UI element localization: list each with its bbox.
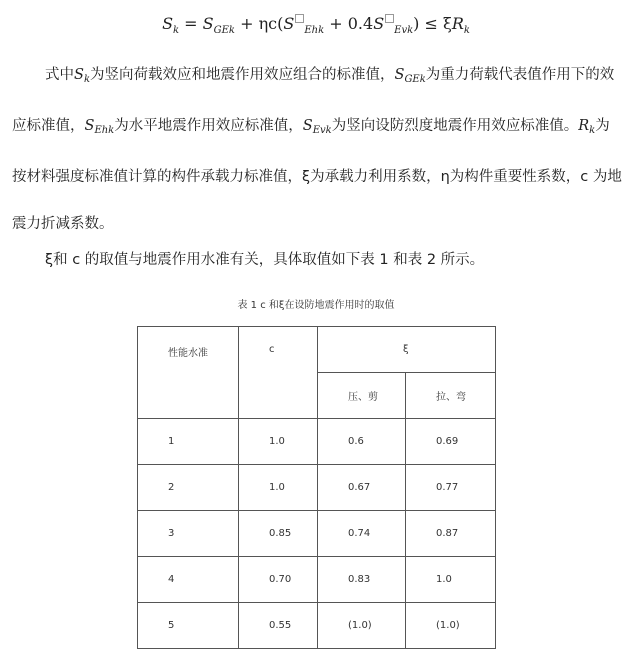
cell-compress: (1.0) (318, 603, 406, 649)
formula-mid2: + 0.4 (324, 14, 374, 33)
placeholder-box-icon (385, 14, 394, 23)
symbol-letter: S (84, 118, 95, 134)
symbol-sub: GEk (404, 74, 426, 85)
formula-lhs: S (162, 14, 174, 33)
formula-eq: = (179, 14, 203, 33)
cell-level: 4 (138, 557, 239, 603)
symbol-letter: S (74, 67, 84, 83)
header-xi: ξ (318, 327, 496, 373)
symbol-letter: R (578, 118, 590, 134)
formula-term2: S (283, 14, 295, 33)
formula-tail: ) ≤ ξ (413, 14, 452, 33)
symbol-sevk (303, 118, 332, 134)
cell-c: 1.0 (239, 465, 318, 511)
design-formula (0, 14, 632, 36)
formula-lhs-sub: k (173, 25, 180, 36)
cell-tension: 1.0 (406, 557, 496, 603)
cell-tension: 0.69 (406, 419, 496, 465)
coefficient-table (137, 326, 496, 649)
symbol-sgek (395, 67, 426, 83)
symbol-sub: Evk (312, 125, 332, 136)
cell-c: 0.70 (239, 557, 318, 603)
table-caption: 表 1 c 和ξ在设防地震作用时的取值 (237, 300, 395, 311)
text-span: 为竖向设防烈度地震作用效应标准值。 (331, 118, 579, 134)
table-row (138, 511, 496, 557)
cell-level: 3 (138, 511, 239, 557)
cell-tension: 0.77 (406, 465, 496, 511)
table-header-row (138, 327, 496, 373)
header-c: c (239, 327, 318, 419)
text-span: 为竖向荷载效应和地震作用效应组合的标准值， (90, 67, 395, 83)
table-row (138, 557, 496, 603)
placeholder-box-icon (295, 14, 304, 23)
formula-term3-sub: Evk (394, 25, 414, 36)
cell-tension: 0.87 (406, 511, 496, 557)
cell-level: 5 (138, 603, 239, 649)
text-span: 为按材料强度标准值计算的构件承载力标准值，ξ为承载力利用系数，η为构件重要性系数，c 为地震力折减系数。 (12, 118, 622, 232)
cell-level: 1 (138, 419, 239, 465)
formula-r: R (451, 14, 464, 33)
symbol-sehk (85, 118, 115, 134)
symbol-sub: Ehk (94, 125, 115, 136)
cell-compress: 0.6 (318, 419, 406, 465)
cell-compress: 0.67 (318, 465, 406, 511)
cell-compress: 0.83 (318, 557, 406, 603)
formula-r-sub: k (463, 25, 470, 36)
definition-paragraph (12, 52, 622, 248)
formula-mid1: + ηc( (235, 14, 284, 33)
symbol-sk (74, 67, 90, 83)
cell-c: 0.55 (239, 603, 318, 649)
text-span: 为水平地震作用效应标准值， (114, 118, 303, 134)
cell-level: 2 (138, 465, 239, 511)
formula-term2-sub: Ehk (304, 25, 325, 36)
table-row (138, 603, 496, 649)
cell-compress: 0.74 (318, 511, 406, 557)
symbol-sub: k (589, 125, 596, 136)
table-row (138, 419, 496, 465)
cell-c: 0.85 (239, 511, 318, 557)
cell-tension: (1.0) (406, 603, 496, 649)
table-row (138, 465, 496, 511)
formula-term1: S (202, 14, 214, 33)
symbol-sub: k (83, 74, 90, 85)
text-span: 为重力荷载代表值作用下的效应标准值， (12, 67, 615, 134)
header-tension: 拉、弯 (406, 373, 496, 419)
header-compress: 压、剪 (318, 373, 406, 419)
symbol-rk (578, 118, 595, 134)
formula-term3: S (373, 14, 385, 33)
cell-c: 1.0 (239, 419, 318, 465)
formula-term1-sub: GEk (213, 25, 235, 36)
text-span: 式中 (45, 67, 74, 83)
header-level: 性能水准 (138, 327, 239, 419)
intro-paragraph: ξ和 c 的取值与地震作用水准有关，具体取值如下表 1 和表 2 所示。 (45, 252, 485, 268)
symbol-letter: S (394, 67, 405, 83)
symbol-letter: S (302, 118, 313, 134)
